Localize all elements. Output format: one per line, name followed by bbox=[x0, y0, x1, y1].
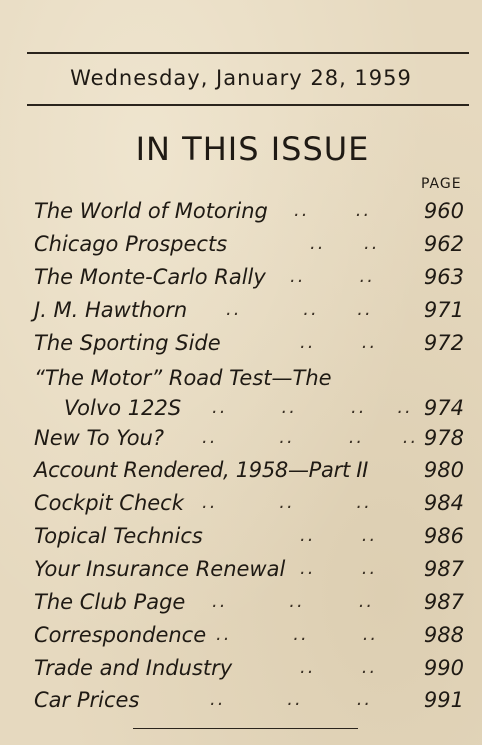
bottom-rule bbox=[133, 728, 358, 729]
entry-page: 986 bbox=[423, 524, 464, 548]
leader-dots: .. .. bbox=[294, 200, 372, 221]
leader-dots: .. .. .. .. bbox=[212, 397, 413, 418]
leader-dots: .. .. bbox=[300, 657, 378, 678]
entry-title: New To You? bbox=[34, 426, 165, 450]
entry-title: The Monte-Carlo Rally bbox=[34, 265, 266, 289]
contents-entry bbox=[0, 456, 482, 489]
entry-page: 960 bbox=[423, 199, 464, 223]
entry-title-continued: Volvo 122S bbox=[64, 396, 182, 420]
entry-title: Correspondence bbox=[34, 623, 207, 647]
contents-entry bbox=[0, 522, 482, 555]
leader-dots: .. .. bbox=[290, 266, 375, 287]
contents-entry bbox=[0, 654, 482, 687]
contents-heading: IN THIS ISSUE bbox=[135, 130, 370, 168]
leader-dots: .. .. bbox=[310, 233, 380, 254]
contents-entry bbox=[0, 296, 482, 329]
contents-entry bbox=[0, 588, 482, 621]
entry-title: “The Motor” Road Test—The bbox=[34, 366, 332, 390]
entry-page: 990 bbox=[423, 656, 464, 680]
entry-page: 963 bbox=[423, 265, 464, 289]
entry-title: Trade and Industry bbox=[34, 656, 233, 680]
entry-title: Cockpit Check bbox=[34, 491, 184, 515]
contents-entry bbox=[0, 364, 482, 428]
entry-page: 988 bbox=[423, 623, 464, 647]
entry-page: 991 bbox=[423, 688, 464, 712]
entry-title: The Sporting Side bbox=[34, 331, 221, 355]
leader-dots: .. .. .. bbox=[226, 299, 373, 320]
leader-dots: .. .. bbox=[300, 332, 378, 353]
contents-entry bbox=[0, 621, 482, 654]
contents-entry bbox=[0, 686, 482, 719]
entry-title: The Club Page bbox=[34, 590, 186, 614]
leader-dots: .. .. .. bbox=[216, 624, 379, 645]
entry-page: 980 bbox=[423, 458, 464, 482]
entry-title: J. M. Hawthorn bbox=[34, 298, 188, 322]
leader-dots: .. .. bbox=[300, 525, 378, 546]
issue-date: Wednesday, January 28, 1959 bbox=[70, 66, 412, 90]
entry-title: The World of Motoring bbox=[34, 199, 268, 223]
entry-page: 984 bbox=[423, 491, 464, 515]
contents-entry bbox=[0, 230, 482, 263]
entry-title: Car Prices bbox=[34, 688, 140, 712]
entry-title: Topical Technics bbox=[34, 524, 203, 548]
entry-page: 987 bbox=[423, 590, 464, 614]
contents-entry bbox=[0, 329, 482, 362]
entry-page: 962 bbox=[423, 232, 464, 256]
entry-page: 987 bbox=[423, 557, 464, 581]
contents-entry bbox=[0, 555, 482, 588]
entry-title: Account Rendered, 1958—Part II bbox=[34, 458, 369, 482]
entry-page: 972 bbox=[423, 331, 464, 355]
entry-page: 974 bbox=[423, 396, 464, 420]
entry-page: 971 bbox=[423, 298, 464, 322]
leader-dots: .. .. .. bbox=[210, 689, 373, 710]
entry-title: Your Insurance Renewal bbox=[34, 557, 286, 581]
contents-entry bbox=[0, 424, 482, 457]
contents-entry bbox=[0, 197, 482, 230]
leader-dots: .. .. .. .. bbox=[202, 427, 419, 448]
entry-title: Chicago Prospects bbox=[34, 232, 228, 256]
leader-dots: .. .. .. bbox=[202, 492, 372, 513]
contents-entry bbox=[0, 263, 482, 296]
contents-entry bbox=[0, 489, 482, 522]
page-column-label: PAGE bbox=[421, 176, 462, 192]
entry-page: 978 bbox=[423, 426, 464, 450]
leader-dots: .. .. .. bbox=[212, 591, 375, 612]
leader-dots: .. .. bbox=[300, 558, 378, 579]
